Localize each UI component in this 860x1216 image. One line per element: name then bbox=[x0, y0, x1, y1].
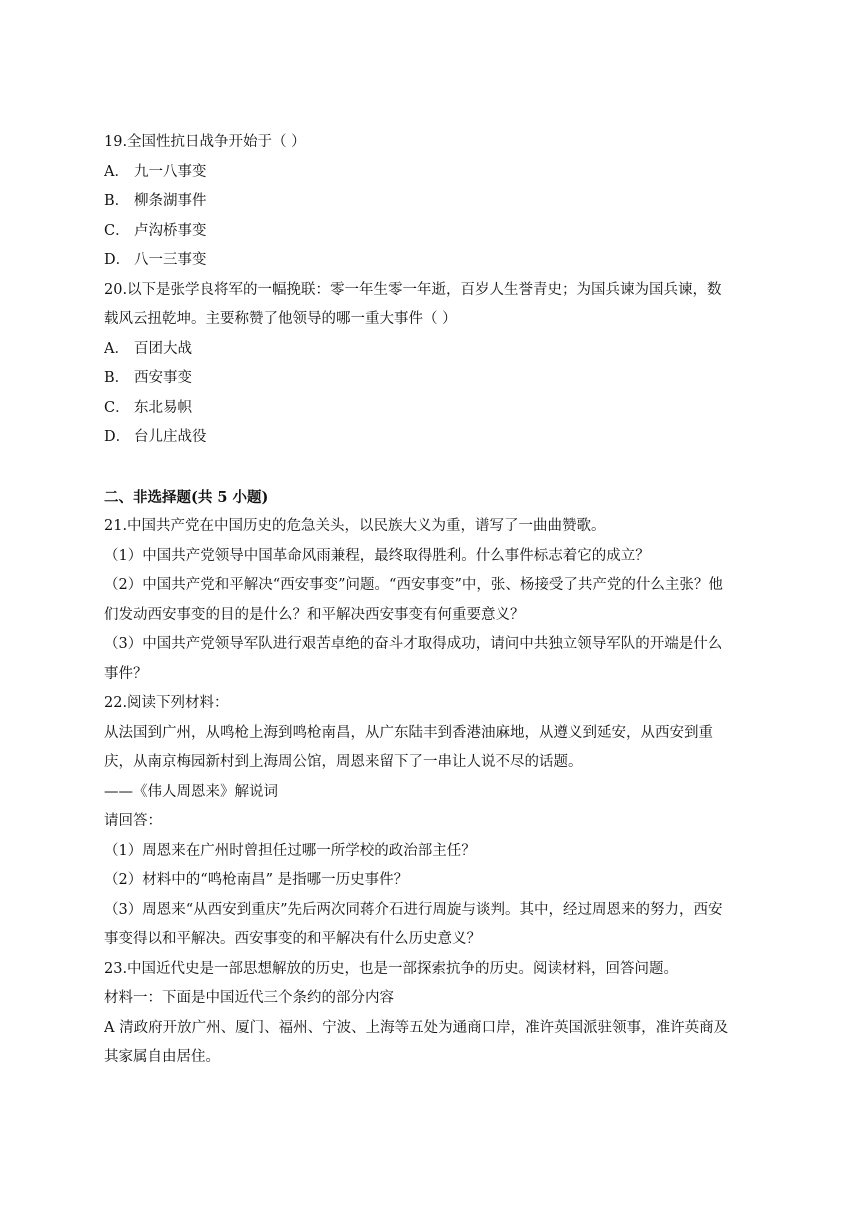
section-title: 二、非选择题(共 5 小题) bbox=[104, 488, 269, 506]
q20-option-b[interactable] bbox=[104, 364, 760, 394]
option-text: 卢沟桥事变 bbox=[134, 222, 207, 239]
q22-material-line1: 从法国到广州，从鸣枪上海到鸣枪南昌，从广东陆丰到香港油麻地，从遵义到延安，从西安到重 bbox=[104, 724, 713, 741]
q21-sub3-line1: （3）中国共产党领导军队进行艰苦卓绝的奋斗才取得成功，请问中共独立领导军队的开端是什么 bbox=[104, 636, 723, 652]
q22-prompt: 请回答： bbox=[104, 813, 162, 829]
q23-item-a-line2: 其家属自由居住。 bbox=[104, 1049, 220, 1065]
option-text: 西安事变 bbox=[134, 370, 192, 386]
q21-sub3-line2: 事件？ bbox=[104, 665, 148, 682]
question-content bbox=[104, 128, 760, 1073]
q19-option-b[interactable] bbox=[104, 187, 760, 217]
option-letter: A． bbox=[104, 340, 129, 357]
q23-stem: 23.中国近代史是一部思想解放的历史，也是一部探索抗争的历史。阅读材料，回答问题。 bbox=[104, 960, 679, 977]
option-text: 柳条湖事件 bbox=[134, 193, 207, 209]
q21-sub1: （1）中国共产党领导中国革命风雨兼程，最终取得胜利。什么事件标志着它的成立？ bbox=[104, 547, 650, 564]
option-letter: B． bbox=[104, 193, 130, 209]
option-text: 九一八事变 bbox=[134, 163, 207, 180]
q19-stem: 19.全国性抗日战争开始于（ ） bbox=[104, 134, 306, 150]
q19-option-c[interactable] bbox=[104, 217, 760, 247]
q19-option-d[interactable] bbox=[104, 246, 760, 276]
q20-stem-line2: 载风云扭乾坤。主要称赞了他领导的哪一重大事件（ ） bbox=[104, 311, 457, 327]
q20-option-d[interactable] bbox=[104, 423, 760, 453]
q20-stem-line1: 20.以下是张学良将军的一幅挽联：零一年生零一年逝，百岁人生誉青史；为国兵谏为国兵谏，数 bbox=[104, 281, 722, 298]
q22-stem: 22.阅读下列材料： bbox=[104, 695, 229, 711]
option-text: 台儿庄战役 bbox=[134, 429, 207, 445]
q19-option-a[interactable] bbox=[104, 158, 760, 188]
q21-sub2-line2: 们发动西安事变的目的是什么？和平解决西安事变有何重要意义？ bbox=[104, 606, 525, 623]
option-letter: B． bbox=[104, 370, 130, 386]
option-letter: C． bbox=[104, 399, 130, 416]
option-letter: C． bbox=[104, 222, 130, 239]
q22-sub3-line1: （3）周恩来“从西安到重庆”先后两次同蒋介石进行周旋与谈判。其中，经过周恩来的努力，西安 bbox=[104, 901, 723, 918]
q20-option-c[interactable] bbox=[104, 394, 760, 424]
q22-material-line2: 庆，从南京梅园新村到上海周公馆，周恩来留下了一串让人说不尽的话题。 bbox=[104, 754, 583, 770]
option-letter: D． bbox=[104, 429, 131, 445]
q21-stem: 21.中国共产党在中国历史的危急关头，以民族大义为重，谱写了一曲曲赞歌。 bbox=[104, 518, 606, 534]
q20-option-a[interactable] bbox=[104, 335, 760, 365]
q22-sub2: （2）材料中的“鸣枪南昌” 是指哪一历史事件？ bbox=[104, 872, 409, 888]
option-letter: A． bbox=[104, 163, 129, 180]
option-letter: D． bbox=[104, 252, 131, 268]
q23-material1-title: 材料一：下面是中国近代三个条约的部分内容 bbox=[104, 990, 394, 1006]
q21-sub2-line1: （2）中国共产党和平解决“西安事变”问题。“西安事变”中，张、杨接受了共产党的什么主张？他 bbox=[104, 577, 723, 593]
option-text: 东北易帜 bbox=[134, 399, 192, 416]
option-text: 百团大战 bbox=[134, 340, 192, 357]
q22-sub3-line2: 事变得以和平解决。西安事变的和平解决有什么历史意义？ bbox=[104, 931, 481, 947]
q22-source: ——《伟人周恩来》解说词 bbox=[104, 783, 278, 800]
option-text: 八一三事变 bbox=[134, 252, 207, 268]
q23-item-a-line1: A 清政府开放广州、厦门、福州、宁波、上海等五处为通商口岸，准许英国派驻领事，准许英商及 bbox=[104, 1019, 729, 1036]
q22-sub1: （1）周恩来在广州时曾担任过哪一所学校的政治部主任？ bbox=[104, 842, 476, 859]
